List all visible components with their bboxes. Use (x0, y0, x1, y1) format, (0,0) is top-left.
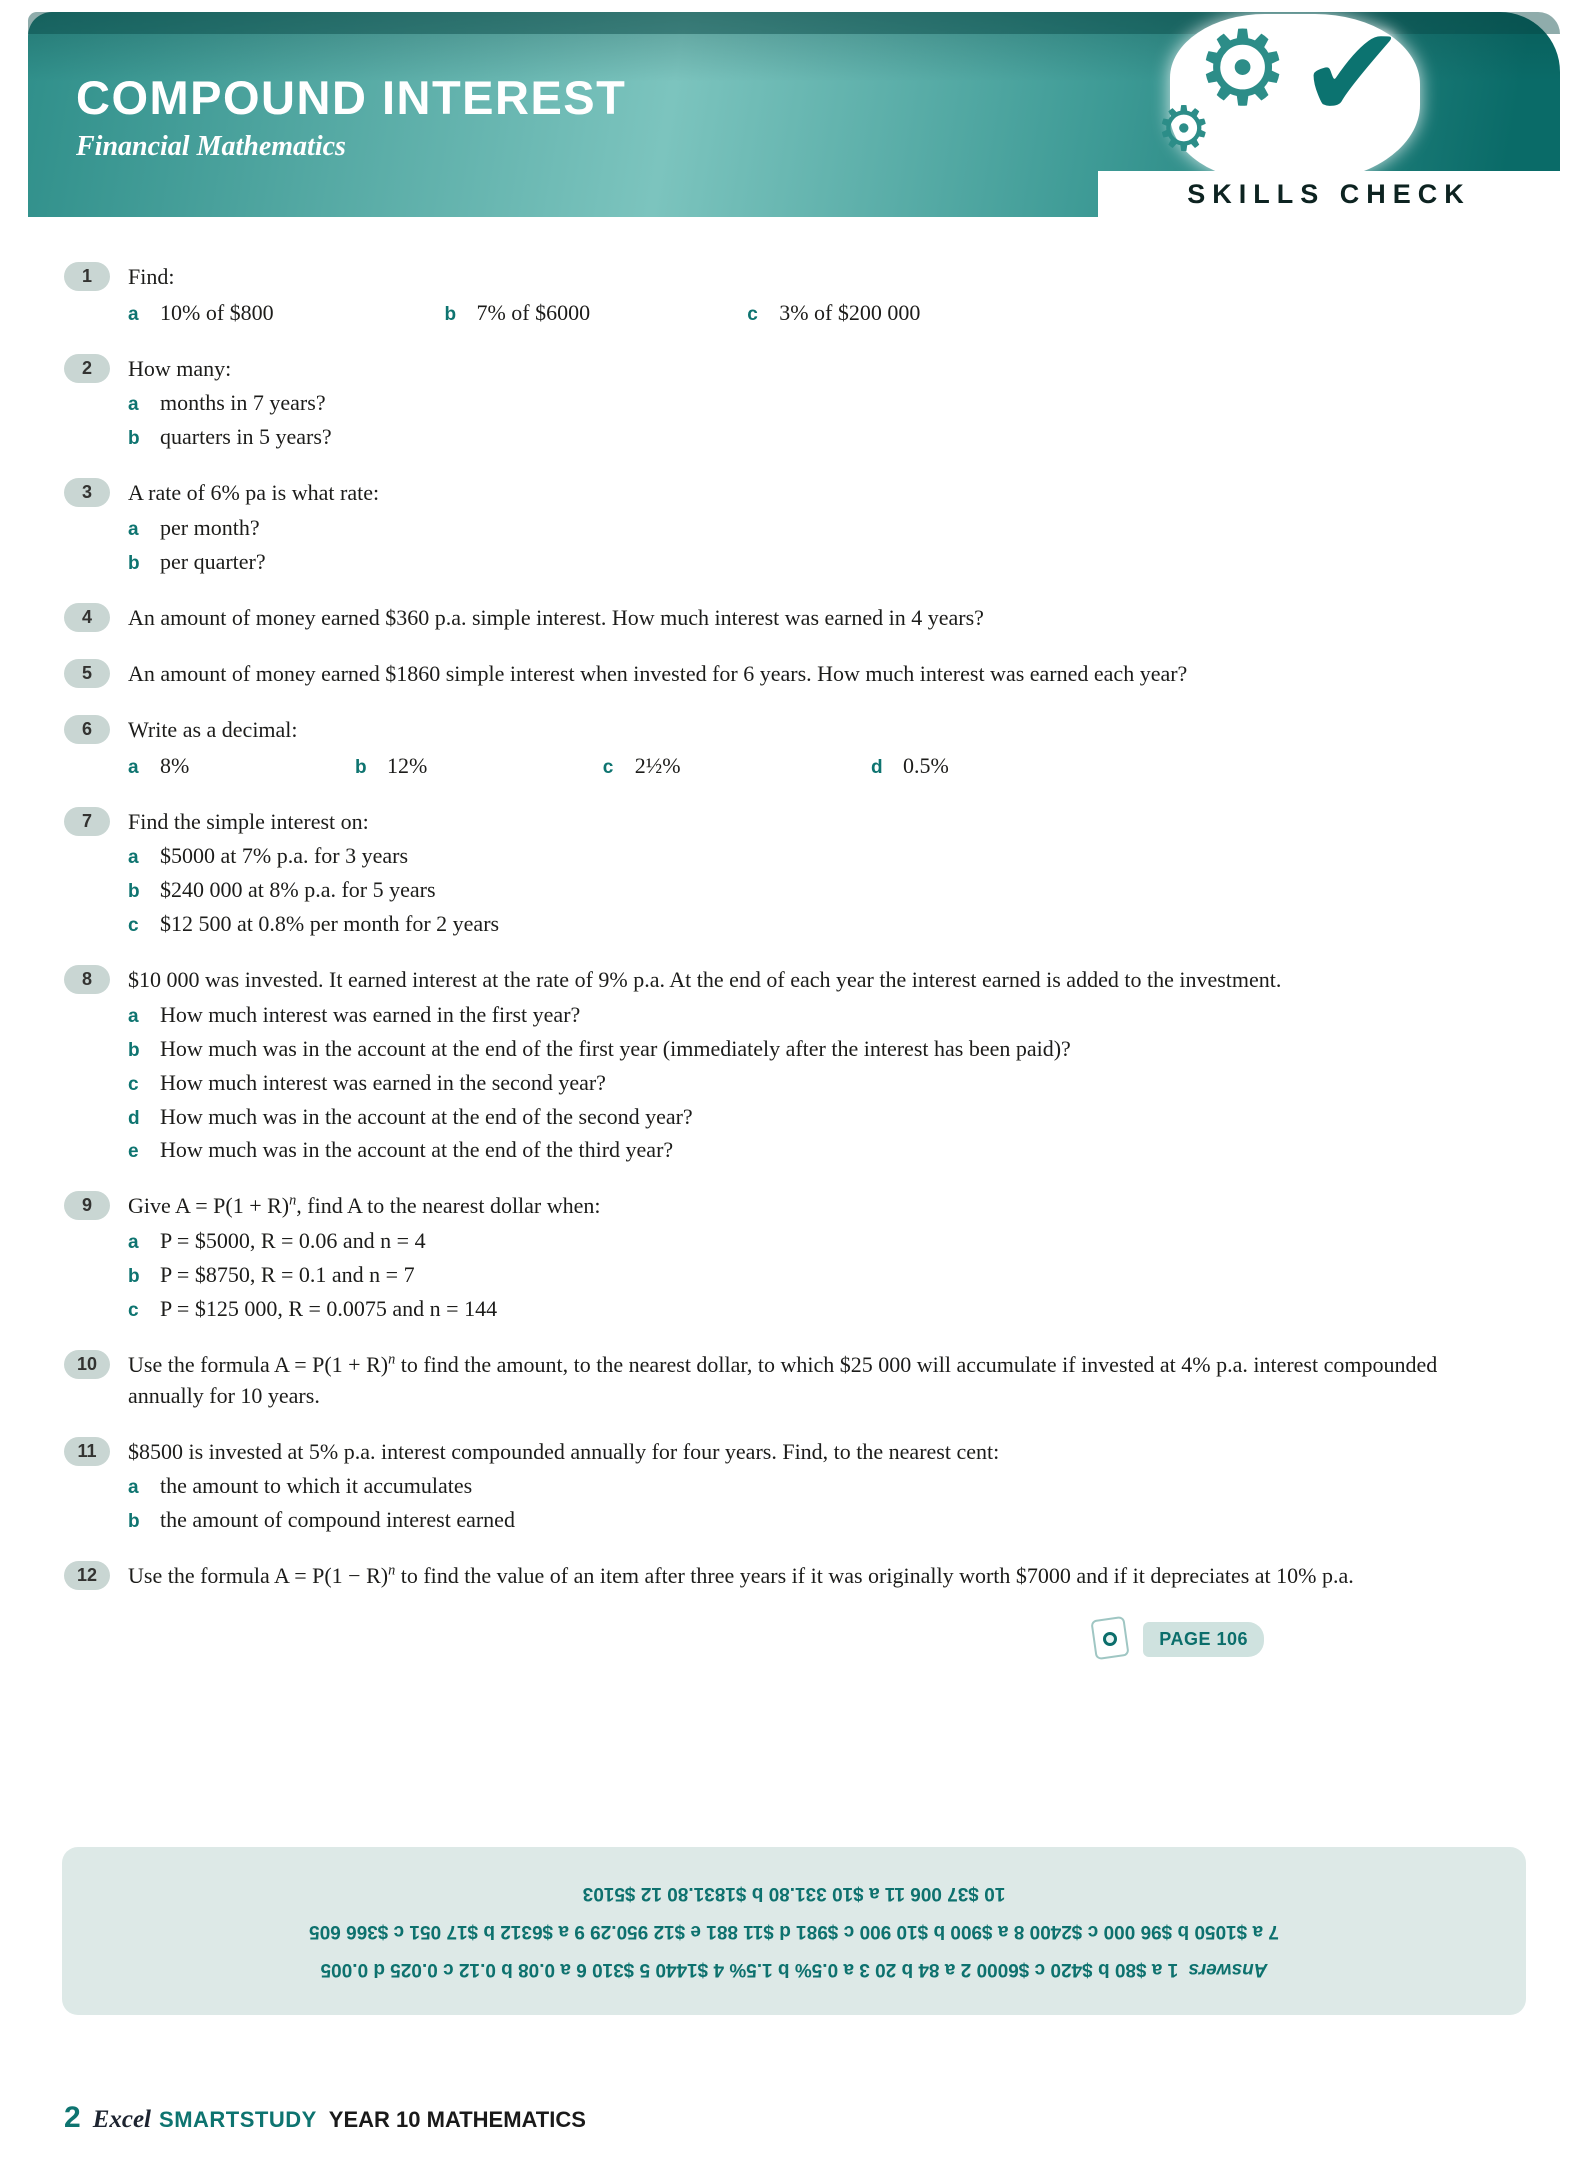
part-text: quarters in 5 years? (160, 424, 332, 450)
part-text: per quarter? (160, 548, 266, 574)
question-number: 11 (64, 1437, 110, 1466)
question-body (128, 261, 1504, 331)
question-number: 5 (64, 659, 110, 688)
question-9 (64, 1190, 1504, 1326)
part-c (747, 297, 1504, 329)
part-text: How much was in the account at the end of the second year? (160, 1103, 693, 1129)
part-text: 10% of $800 (160, 300, 274, 326)
answers-line-3: 10 $37 006 11 a $10 331.80 b $1831.80 12 $5103 (582, 1883, 1006, 1904)
question-body (128, 1349, 1504, 1414)
formula-exponent: n (289, 1193, 297, 1210)
book-title: YEAR 10 MATHEMATICS (328, 2107, 586, 2132)
part-label: b (128, 1511, 140, 1533)
part-c (603, 750, 871, 782)
part-b (128, 546, 1504, 578)
skills-check-banner (1098, 171, 1560, 217)
part-label: b (355, 757, 367, 779)
part-text: How much interest was earned in the second year? (160, 1069, 606, 1095)
question-body (128, 964, 1504, 1168)
skills-check-emblem (1156, 0, 1420, 182)
part-text: the amount to which it accumulates (160, 1473, 473, 1499)
part-a (128, 999, 1504, 1031)
part-label: a (128, 847, 139, 869)
part-text: months in 7 years? (160, 390, 326, 416)
question-number: 4 (64, 603, 110, 632)
formula-pre: Use the formula A = P(1 + R) (128, 1351, 389, 1377)
question-number: 8 (64, 965, 110, 994)
question-number: 2 (64, 354, 110, 383)
answers-line-1 (62, 1950, 1526, 1988)
question-2 (64, 353, 1504, 455)
part-text: the amount of compound interest earned (160, 1507, 515, 1533)
part-b (128, 874, 1504, 906)
part-label: b (128, 1265, 140, 1287)
part-label: a (128, 518, 139, 540)
gear-icon: ⚙ (1156, 92, 1212, 165)
question-8 (64, 964, 1504, 1168)
part-text: 3% of $200 000 (779, 300, 921, 326)
question-body (128, 1436, 1504, 1538)
part-a (128, 750, 355, 782)
part-text: P = $5000, R = 0.06 and n = 4 (160, 1227, 426, 1253)
question-number: 9 (64, 1191, 110, 1220)
part-label: d (871, 757, 883, 779)
part-d (871, 750, 1504, 782)
part-label: c (128, 1073, 139, 1095)
part-b (355, 750, 603, 782)
answers-line-2: 7 a $1050 b $96 000 c $2400 8 a $900 b $10 900 c $981 d $11 881 e $12 950.29 9 a $6312 b $17 051 c $366 605 (309, 1921, 1279, 1942)
part-text: 0.5% (903, 753, 949, 779)
title-block (76, 70, 626, 163)
checkmark-icon: ✔ (1298, 0, 1406, 148)
part-a (128, 512, 1504, 544)
question-body (128, 806, 1504, 942)
question-body (128, 477, 1504, 579)
part-a (128, 840, 1504, 872)
question-number: 10 (64, 1350, 110, 1379)
part-b (128, 1504, 1504, 1536)
part-text: 7% of $6000 (476, 300, 591, 326)
question-number: 1 (64, 262, 110, 291)
page-title: COMPOUND INTEREST (76, 71, 627, 124)
question-number: 12 (64, 1561, 110, 1590)
worksheet-icon (1091, 1616, 1133, 1662)
part-text: 8% (160, 753, 190, 779)
question-number: 7 (64, 807, 110, 836)
part-c (128, 1293, 1504, 1325)
part-text: 12% (387, 753, 428, 779)
question-10 (64, 1349, 1504, 1414)
answers-upside-down-text (62, 1874, 1526, 1988)
formula-exponent: n (388, 1562, 396, 1579)
question-7 (64, 806, 1504, 942)
answers-values: 1 a $80 b $420 c $6000 2 a 84 b 20 3 a 0.5% b 1.5% 4 $1440 5 $310 6 a 0.08 b 0.12 c 0.025 d 0.005 (320, 1959, 1179, 1980)
page-header (28, 0, 1560, 217)
skills-check-label: SKILLS CHECK (1187, 178, 1471, 209)
page-footer (64, 2101, 586, 2135)
part-label: a (128, 304, 139, 326)
series-name: SMARTSTUDY (159, 2107, 317, 2132)
part-text: $5000 at 7% p.a. for 3 years (160, 843, 409, 869)
question-body (128, 353, 1504, 455)
question-3 (64, 477, 1504, 579)
question-text: An amount of money earned $360 p.a. simple interest. How much interest was earned in 4 years? (128, 604, 984, 630)
formula-pre: Use the formula A = P(1 − R) (128, 1563, 389, 1589)
part-label: a (128, 1477, 139, 1499)
question-text: Write as a decimal: (128, 717, 298, 743)
question-body (128, 1560, 1504, 1594)
part-text: How much was in the account at the end of the first year (immediately after the interest has been paid)? (160, 1035, 1071, 1061)
part-label: b (128, 552, 140, 574)
question-text: How many: (128, 356, 232, 382)
part-label: e (128, 1141, 139, 1163)
part-label: b (128, 1039, 140, 1061)
question-parts (128, 295, 1504, 331)
answers-label: Answers (1188, 1959, 1268, 1980)
question-11 (64, 1436, 1504, 1538)
part-text: $240 000 at 8% p.a. for 5 years (160, 877, 436, 903)
part-d (128, 1101, 1504, 1133)
question-text (128, 1190, 1504, 1221)
question-4 (64, 602, 1504, 636)
part-label: c (128, 1299, 139, 1321)
page-subtitle: Financial Mathematics (76, 131, 346, 162)
question-text (128, 1349, 1504, 1411)
brand-logo: Excel (92, 2106, 152, 2133)
part-label: c (128, 915, 139, 937)
part-a (128, 387, 1504, 419)
question-text: Find the simple interest on: (128, 809, 369, 835)
part-text: per month? (160, 514, 260, 540)
formula-post: to find the amount, to the nearest dollar, to which $25 000 will accumulate if invested at 4% p.a. interest compounded annually for 10 years. (128, 1351, 1438, 1408)
question-number: 3 (64, 478, 110, 507)
part-label: c (602, 757, 614, 779)
question-body (128, 658, 1504, 692)
part-text: P = $8750, R = 0.1 and n = 7 (160, 1261, 415, 1287)
part-label: b (128, 428, 140, 450)
page-reference (64, 1616, 1504, 1662)
part-text: $12 500 at 0.8% per month for 2 years (160, 911, 500, 937)
question-text: $10 000 was invested. It earned interest at the rate of 9% p.a. At the end of each year the interest earned is added to the investment. (128, 967, 1282, 993)
question-6 (64, 714, 1504, 784)
question-text: An amount of money earned $1860 simple interest when invested for 6 years. How much interest was earned each year? (128, 660, 1188, 686)
question-body (128, 1190, 1504, 1326)
part-text: How much was in the account at the end of the third year? (160, 1137, 674, 1163)
part-b (444, 297, 747, 329)
part-e (128, 1134, 1504, 1166)
part-text: How much interest was earned in the first year? (160, 1001, 581, 1027)
part-label: a (128, 1231, 139, 1253)
formula-pre: Give A = P(1 + R) (128, 1193, 290, 1219)
question-12 (64, 1560, 1504, 1594)
question-parts (128, 748, 1504, 784)
question-5 (64, 658, 1504, 692)
part-c (128, 908, 1504, 940)
question-1 (64, 261, 1504, 331)
part-a (128, 1470, 1504, 1502)
part-b (128, 421, 1504, 453)
part-label: a (128, 757, 139, 779)
page-number: 2 (64, 2101, 81, 2134)
part-label: b (128, 881, 140, 903)
gear-icon: ⚙ (1196, 7, 1290, 129)
formula-exponent: n (388, 1351, 396, 1368)
question-text: A rate of 6% pa is what rate: (128, 480, 380, 506)
part-label: a (128, 1005, 139, 1027)
question-body (128, 714, 1504, 784)
question-number: 6 (64, 715, 110, 744)
part-a (128, 1225, 1504, 1257)
formula-post: to find the value of an item after three years if it was originally worth $7000 and if it depreciates at 10% p.a. (395, 1563, 1354, 1589)
part-b (128, 1033, 1504, 1065)
part-label: d (128, 1107, 140, 1129)
part-a (128, 297, 444, 329)
part-label: b (444, 304, 457, 326)
part-b (128, 1259, 1504, 1291)
part-label: a (128, 394, 139, 416)
answers-box (62, 1847, 1526, 2015)
question-text (128, 1560, 1504, 1591)
part-text: P = $125 000, R = 0.0075 and n = 144 (160, 1295, 498, 1321)
part-text: 2½% (634, 753, 681, 779)
formula-post: , find A to the nearest dollar when: (296, 1193, 601, 1219)
page-badge: PAGE 106 (1143, 1622, 1264, 1657)
part-label: c (747, 304, 758, 326)
question-text: $8500 is invested at 5% p.a. interest compounded annually for four years. Find, to the nearest cent: (128, 1439, 1000, 1465)
question-body (128, 602, 1504, 636)
part-c (128, 1067, 1504, 1099)
question-text: Find: (128, 264, 175, 289)
questions-list (0, 261, 1588, 1662)
